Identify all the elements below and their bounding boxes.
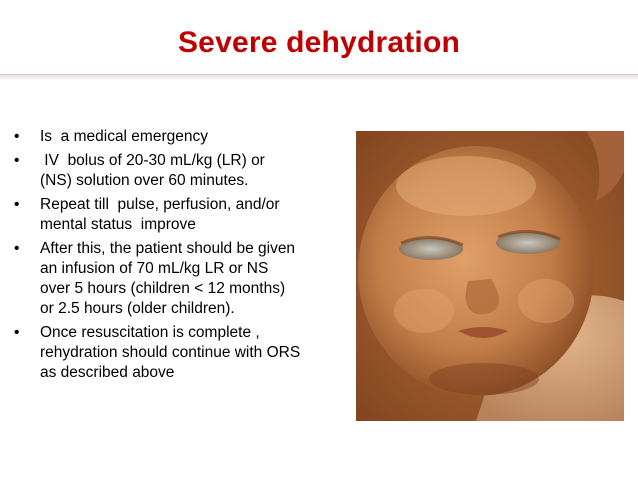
title-divider xyxy=(0,74,638,81)
bullet-item xyxy=(14,239,344,319)
bullet-item xyxy=(14,151,344,191)
bullet-dot-icon: • xyxy=(14,128,20,145)
slide-title: Severe dehydration xyxy=(177,26,461,59)
bullet-item xyxy=(14,195,344,235)
bullet-dot-icon: • xyxy=(14,196,20,213)
sunken-eyes-infant-photo xyxy=(356,131,624,421)
bullet-text: Is a medical emergency xyxy=(40,128,208,145)
bullet-dot-icon: • xyxy=(14,240,20,257)
bullet-list xyxy=(14,127,344,387)
bullet-dot-icon: • xyxy=(14,152,20,169)
bullet-item xyxy=(14,127,344,147)
bullet-text: Once resuscitation is complete , rehydration should continue with ORS as described above xyxy=(40,324,301,381)
bullet-text: IV bolus of 20-30 mL/kg (LR) or (NS) solution over 60 minutes. xyxy=(40,152,265,189)
nose-shape xyxy=(466,279,499,314)
bullet-text: After this, the patient should be given an infusion of 70 mL/kg LR or NS over 5 hours (children < 12 months) or 2.5 hours (older children). xyxy=(40,240,296,317)
bullet-text: Repeat till pulse, perfusion, and/or mental status improve xyxy=(40,196,280,233)
infant-face-illustration xyxy=(356,131,624,421)
bullet-item xyxy=(14,323,344,383)
bullet-dot-icon: • xyxy=(14,324,20,341)
